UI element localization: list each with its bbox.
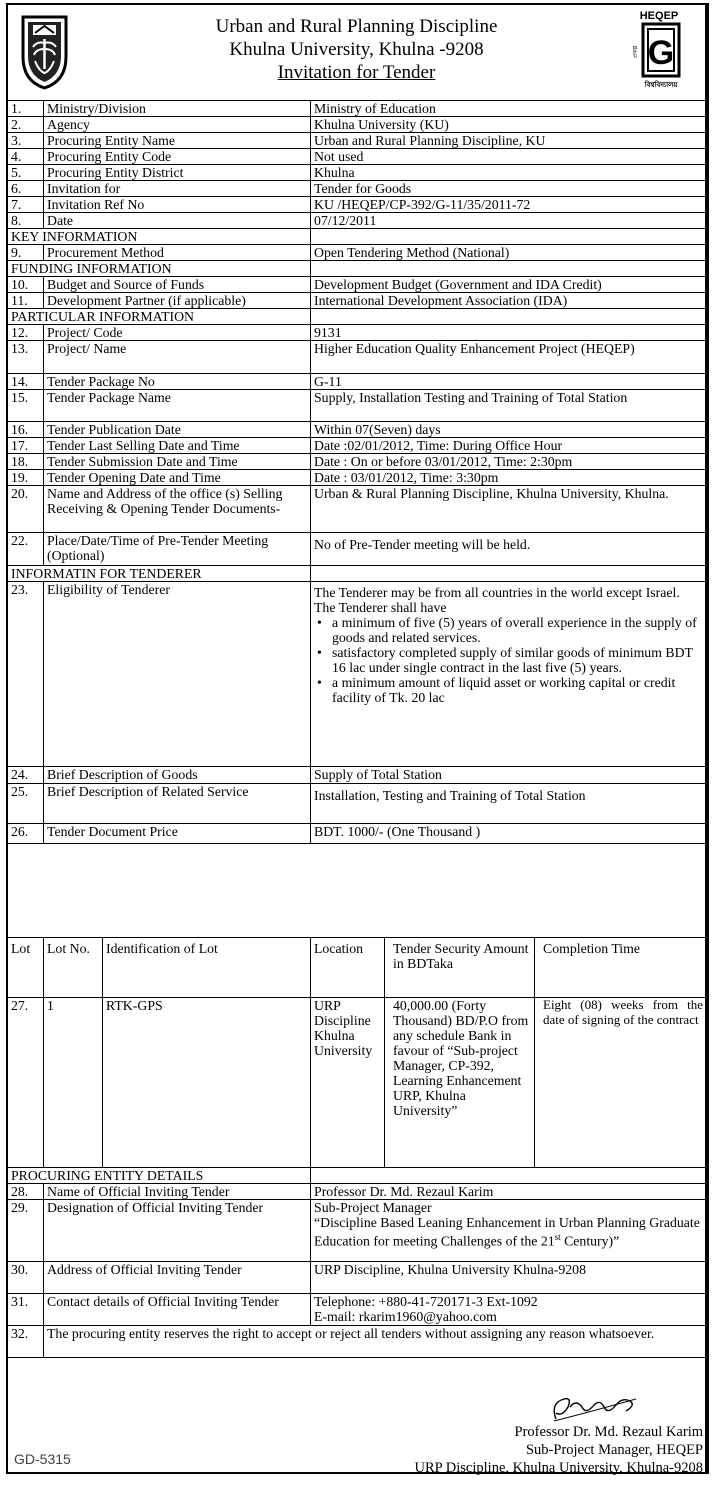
table-row (8, 293, 707, 309)
lot-location: URP Discipline Khulna University (311, 998, 385, 1168)
table-row (8, 197, 707, 213)
row-number: 7. (8, 197, 44, 213)
officer-title: Sub-Project Manager, HEQEP (525, 1442, 703, 1458)
row-number: 25. (8, 784, 44, 824)
row-label: Tender Submission Date and Time (44, 454, 311, 470)
title-discipline: Urban and Rural Planning Discipline (215, 16, 498, 37)
row-label: Designation of Official Inviting Tender (44, 1200, 311, 1262)
row-label: Place/Date/Time of Pre-Tender Meeting (Optional) (44, 533, 311, 566)
title-invitation: Invitation for Tender (277, 62, 436, 83)
header-titles (8, 15, 705, 84)
table-row (8, 101, 707, 117)
row-label: Brief Description of Related Service (44, 784, 311, 824)
row-number: 1. (8, 101, 44, 117)
row-label: Tender Publication Date (44, 422, 311, 438)
table-row (8, 533, 707, 566)
lot-row (8, 998, 707, 1168)
gd-code: GD-5315 (14, 1451, 71, 1467)
row-value (311, 1294, 707, 1326)
table-row (8, 165, 707, 181)
row-label: Tender Last Selling Date and Time (44, 438, 311, 454)
row-value: 07/12/2011 (311, 213, 707, 229)
row-number: 22. (8, 533, 44, 566)
table-row (8, 1294, 707, 1326)
table-row (8, 133, 707, 149)
table-row (8, 390, 707, 422)
heqep-logo-letter: G (647, 34, 675, 72)
row-value: URP Discipline, Khulna University Khulna-9208 (311, 1262, 707, 1294)
table-row (8, 245, 707, 261)
table-row (8, 181, 707, 197)
header (8, 5, 705, 100)
row-value (311, 1200, 707, 1262)
table-row (8, 277, 707, 293)
table-row (8, 1184, 707, 1200)
row-value: KU /HEQEP/CP-392/G-11/35/2011-72 (311, 197, 707, 213)
row-number: 18. (8, 454, 44, 470)
table-row (8, 486, 707, 533)
row-value: Development Budget (Government and IDA Credit) (311, 277, 707, 293)
section-heading: FUNDING INFORMATION (8, 261, 311, 277)
info-table (7, 100, 707, 844)
row-value: Supply, Installation Testing and Training of Total Station (311, 390, 707, 422)
row-number: 13. (8, 341, 44, 374)
row-number: 30. (8, 1262, 44, 1294)
officer-organization: URP Discipline, Khulna University, Khulna-9208 (414, 1460, 703, 1476)
list-item: • a minimum amount of liquid asset or working capital or credit facility of Tk. 20 lac (326, 675, 703, 705)
row-number: 27. (8, 998, 44, 1168)
lot-header-row (8, 938, 707, 998)
row-label: Brief Description of Goods (44, 767, 311, 784)
row-number: 23. (8, 582, 44, 767)
row-number: 26. (8, 824, 44, 844)
row-label: Date (44, 213, 311, 229)
row-value: Date :02/01/2012, Time: During Office Hour (311, 438, 707, 454)
procuring-entity-table (7, 1167, 707, 1358)
table-row (8, 1326, 707, 1358)
table-row (8, 438, 707, 454)
row-label: Procuring Entity Code (44, 149, 311, 165)
title-university: Khulna University, Khulna -9208 (229, 39, 484, 60)
identification-col-header: Identification of Lot (103, 938, 311, 998)
row-label: Name and Address of the office (s) Selling Receiving & Opening Tender Documents- (44, 486, 311, 533)
row-value: Not used (311, 149, 707, 165)
heqep-logo-side: প্রকল্প (632, 45, 639, 59)
row-label: Ministry/Division (44, 101, 311, 117)
table-row (8, 1200, 707, 1262)
designation-line: Sub-Project Manager (314, 1200, 432, 1215)
table-row (8, 454, 707, 470)
row-label: Tender Package No (44, 374, 311, 390)
lot-no-col-header: Lot No. (44, 938, 103, 998)
lot-identification: RTK-GPS (103, 998, 311, 1168)
table-row (8, 374, 707, 390)
table-row (8, 784, 707, 824)
row-value: Tender for Goods (311, 181, 707, 197)
row-value: No of Pre-Tender meeting will be held. (311, 533, 707, 566)
row-number: 2. (8, 117, 44, 133)
tender-security-amount: 40,000.00 (Forty Thousand) BD/P.O from any schedule Bank in favour of “Sub-project Manager, CP-392, Learning Enhancement URP, Khulna University” (385, 998, 535, 1168)
section-information-for-tenderer (8, 566, 707, 582)
list-item: • a minimum of five (5) years of overall experience in the supply of goods and related services. (326, 615, 703, 645)
row-value: G-11 (311, 374, 707, 390)
footer (8, 1391, 705, 1476)
row-label: Agency (44, 117, 311, 133)
row-number: 11. (8, 293, 44, 309)
row-value: International Development Association (IDA) (311, 293, 707, 309)
row-label: Name of Official Inviting Tender (44, 1184, 311, 1200)
row-label: Tender Opening Date and Time (44, 470, 311, 486)
row-number: 29. (8, 1200, 44, 1262)
table-row (8, 117, 707, 133)
row-label: Invitation for (44, 181, 311, 197)
eligibility-list (314, 615, 703, 705)
section-heading: PARTICULAR INFORMATION (8, 309, 311, 325)
row-number: 15. (8, 390, 44, 422)
lot-no: 1 (44, 998, 103, 1168)
row-number: 17. (8, 438, 44, 454)
tender-notice-page (6, 3, 709, 1474)
lot-col-header: Lot (8, 938, 44, 998)
row-number: 14. (8, 374, 44, 390)
row-number: 20. (8, 486, 44, 533)
table-row (8, 325, 707, 341)
row-number: 6. (8, 181, 44, 197)
row-value: Higher Education Quality Enhancement Project (HEQEP) (311, 341, 707, 374)
lot-table (7, 937, 707, 1168)
table-row (8, 767, 707, 784)
row-label: Procurement Method (44, 245, 311, 261)
table-row (8, 824, 707, 844)
row-label: Development Partner (if applicable) (44, 293, 311, 309)
heqep-logo-bottom: বিশ্ববিদ্যালয় (644, 81, 678, 89)
row-label: Project/ Name (44, 341, 311, 374)
completion-time-col-header: Completion Time (535, 938, 707, 998)
row-value: 9131 (311, 325, 707, 341)
row-number: 19. (8, 470, 44, 486)
table-row (8, 213, 707, 229)
section-key-information (8, 229, 707, 245)
row-value: Urban & Rural Planning Discipline, Khulna University, Khulna. (311, 486, 707, 533)
row-value: Supply of Total Station (311, 767, 707, 784)
row-number: 4. (8, 149, 44, 165)
row-number: 5. (8, 165, 44, 181)
tender-security-col-header: Tender Security Amount in BDTaka (385, 938, 535, 998)
telephone: Telephone: +880-41-720171-3 Ext-1092 (314, 1294, 538, 1309)
heqep-logo (627, 8, 691, 92)
row-number: 3. (8, 133, 44, 149)
table-row (8, 341, 707, 374)
row-number: 12. (8, 325, 44, 341)
section-heading: INFORMATIN FOR TENDERER (8, 566, 311, 582)
row-label: Budget and Source of Funds (44, 277, 311, 293)
row-value: Date : On or before 03/01/2012, Time: 2:30pm (311, 454, 707, 470)
section-particular-information (8, 309, 707, 325)
completion-time: Eight (08) weeks from the date of signing of the contract (535, 998, 707, 1168)
row-label: Eligibility of Tenderer (44, 582, 311, 767)
table-row (8, 582, 707, 767)
row-number: 10. (8, 277, 44, 293)
row-number: 9. (8, 245, 44, 261)
row-value: BDT. 1000/- (One Thousand ) (311, 824, 707, 844)
eligibility-text: The Tenderer shall have (314, 600, 447, 615)
row-value: Urban and Rural Planning Discipline, KU (311, 133, 707, 149)
row-value: Khulna (311, 165, 707, 181)
email: E-mail: rkarim1960@yahoo.com (314, 1309, 497, 1324)
row-label: Procuring Entity Name (44, 133, 311, 149)
table-row (8, 1262, 707, 1294)
table-row (8, 422, 707, 438)
signature (546, 1393, 640, 1425)
officer-name: Professor Dr. Md. Rezaul Karim (514, 1424, 703, 1440)
row-label: Contact details of Official Inviting Tender (44, 1294, 311, 1326)
eligibility-text: The Tenderer may be from all countries in the world except Israel. (314, 585, 680, 600)
row-value: Professor Dr. Md. Rezaul Karim (311, 1184, 707, 1200)
row-value: Open Tendering Method (National) (311, 245, 707, 261)
section-funding-information (8, 261, 707, 277)
officer-block (415, 1423, 704, 1477)
location-col-header: Location (311, 938, 385, 998)
row-number: 24. (8, 767, 44, 784)
row-number: 16. (8, 422, 44, 438)
section-heading: KEY INFORMATION (8, 229, 311, 245)
list-item: • satisfactory completed supply of similar goods of minimum BDT 16 lac under single contract in the last five (5) years. (326, 645, 703, 675)
row-value: Date : 03/01/2012, Time: 3:30pm (311, 470, 707, 486)
row-number: 8. (8, 213, 44, 229)
row-number: 28. (8, 1184, 44, 1200)
heqep-logo-label: HEQEP (639, 10, 679, 22)
row-number: 31. (8, 1294, 44, 1326)
row-label: Procuring Entity District (44, 165, 311, 181)
section-heading: PROCURING ENTITY DETAILS (8, 1168, 311, 1184)
table-row (8, 470, 707, 486)
row-value: Khulna University (KU) (311, 117, 707, 133)
table-row (8, 149, 707, 165)
row-label: Tender Package Name (44, 390, 311, 422)
row-label: Tender Document Price (44, 824, 311, 844)
row-value (311, 582, 707, 767)
row-value: The procuring entity reserves the right to accept or reject all tenders without assigning any reason whatsoever. (44, 1326, 707, 1358)
row-label: Address of Official Inviting Tender (44, 1262, 311, 1294)
row-value: Within 07(Seven) days (311, 422, 707, 438)
row-value: Installation, Testing and Training of Total Station (311, 784, 707, 824)
section-procuring-entity-details (8, 1168, 707, 1184)
row-label: Project/ Code (44, 325, 311, 341)
row-value: Ministry of Education (311, 101, 707, 117)
row-label: Invitation Ref No (44, 197, 311, 213)
row-number: 32. (8, 1326, 44, 1358)
designation-line: “Discipline Based Leaning Enhancement in Urban Planning Graduate Education for meeting Challenges of the 21st Century)” (314, 1215, 700, 1249)
